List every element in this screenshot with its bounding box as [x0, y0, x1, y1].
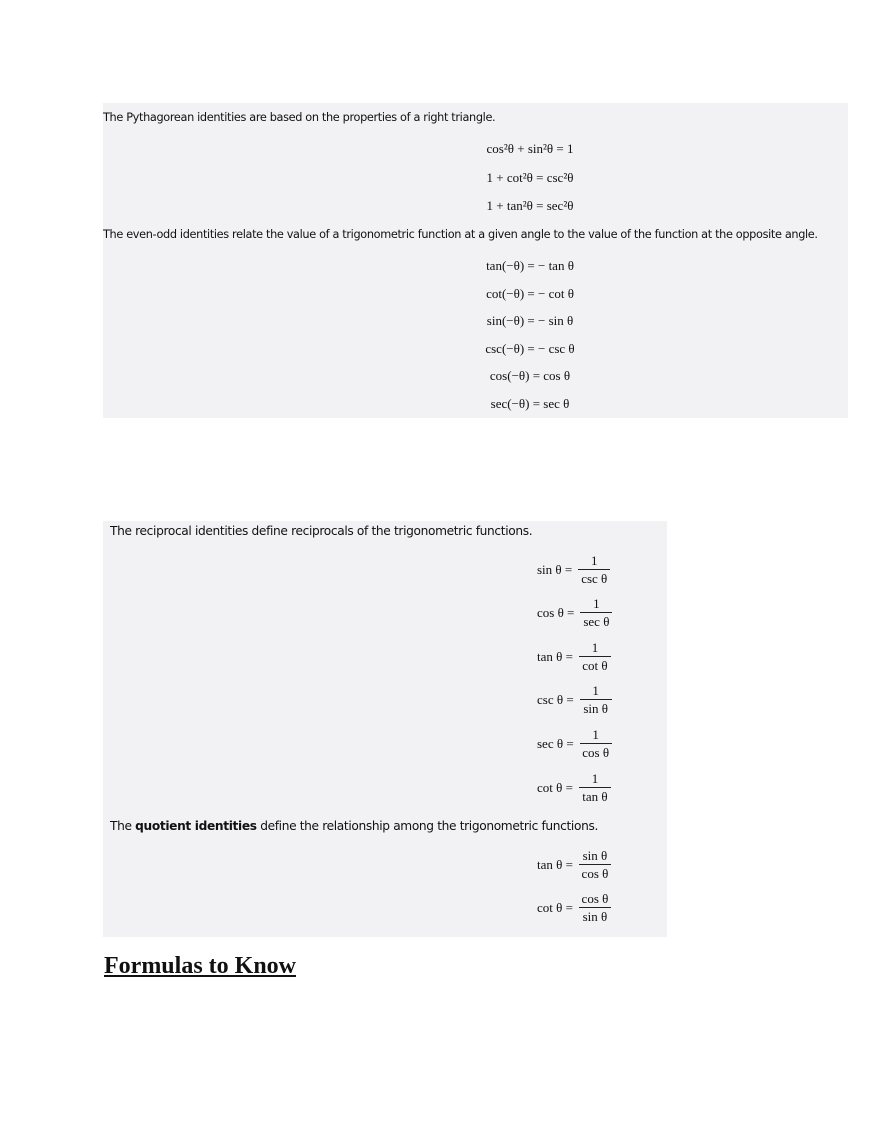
fraction: [579, 891, 611, 924]
reciprocal-equation: [537, 727, 612, 760]
numerator: 1: [580, 596, 612, 613]
even-odd-equation: csc(−θ) = − csc θ: [485, 341, 575, 356]
fraction: [580, 727, 612, 760]
equation-lhs: tan θ =: [537, 857, 573, 872]
even-odd-intro: The even-odd identities relate the value of a trigonometric function at a given angle to the value of the function at the opposite angle.: [103, 228, 818, 241]
equation-lhs: cot θ =: [537, 780, 573, 795]
reciprocal-equation: [537, 553, 610, 586]
numerator: 1: [579, 771, 611, 788]
even-odd-equation: sin(−θ) = − sin θ: [486, 313, 574, 328]
pythagorean-equation: 1 + tan²θ = sec²θ: [486, 198, 574, 213]
reciprocal-intro: The reciprocal identities define reciprocals of the trigonometric functions.: [110, 524, 533, 538]
numerator: cos θ: [579, 891, 611, 908]
fraction: [579, 771, 611, 804]
reciprocal-equation: [537, 596, 612, 629]
quotient-intro-text: The: [110, 819, 136, 833]
section-heading: Formulas to Know: [104, 953, 296, 979]
reciprocal-equation: [537, 640, 611, 673]
pythagorean-equation: cos²θ + sin²θ = 1: [486, 141, 574, 156]
numerator: 1: [580, 727, 612, 744]
denominator: sin θ: [583, 701, 608, 716]
reciprocal-equation: [537, 771, 611, 804]
equation-lhs: cot θ =: [537, 900, 573, 915]
quotient-intro: [110, 819, 598, 833]
fraction: [580, 683, 612, 716]
numerator: 1: [578, 553, 610, 570]
even-odd-equation: sec(−θ) = sec θ: [490, 396, 570, 411]
equation-lhs: cos θ =: [537, 605, 575, 620]
numerator: 1: [580, 683, 612, 700]
fraction: [580, 596, 612, 629]
quotient-equation: [537, 848, 611, 881]
denominator: cos θ: [581, 866, 609, 881]
fraction: [578, 553, 610, 586]
denominator: cot θ: [582, 658, 608, 673]
quotient-intro-bold: quotient identities: [135, 819, 257, 833]
numerator: 1: [579, 640, 611, 657]
denominator: sec θ: [583, 614, 610, 629]
even-odd-equation: cot(−θ) = − cot θ: [486, 286, 574, 301]
quotient-intro-text: define the relationship among the trigonometric functions.: [256, 819, 598, 833]
pythagorean-equation: 1 + cot²θ = csc²θ: [486, 170, 574, 185]
denominator: tan θ: [582, 789, 608, 804]
numerator: sin θ: [579, 848, 611, 865]
denominator: sin θ: [582, 909, 608, 924]
quotient-equation: [537, 891, 611, 924]
reciprocal-equation: [537, 683, 612, 716]
even-odd-equation: tan(−θ) = − tan θ: [486, 258, 574, 273]
equation-lhs: tan θ =: [537, 649, 573, 664]
equation-lhs: sin θ =: [537, 562, 573, 577]
even-odd-equation: cos(−θ) = cos θ: [489, 368, 571, 383]
pythagorean-even-odd-panel: [103, 103, 848, 418]
equation-lhs: sec θ =: [537, 736, 574, 751]
fraction: [579, 848, 611, 881]
pythagorean-intro: The Pythagorean identities are based on the properties of a right triangle.: [103, 111, 496, 124]
fraction: [579, 640, 611, 673]
denominator: csc θ: [581, 571, 608, 586]
denominator: cos θ: [582, 745, 610, 760]
equation-lhs: csc θ =: [537, 692, 574, 707]
